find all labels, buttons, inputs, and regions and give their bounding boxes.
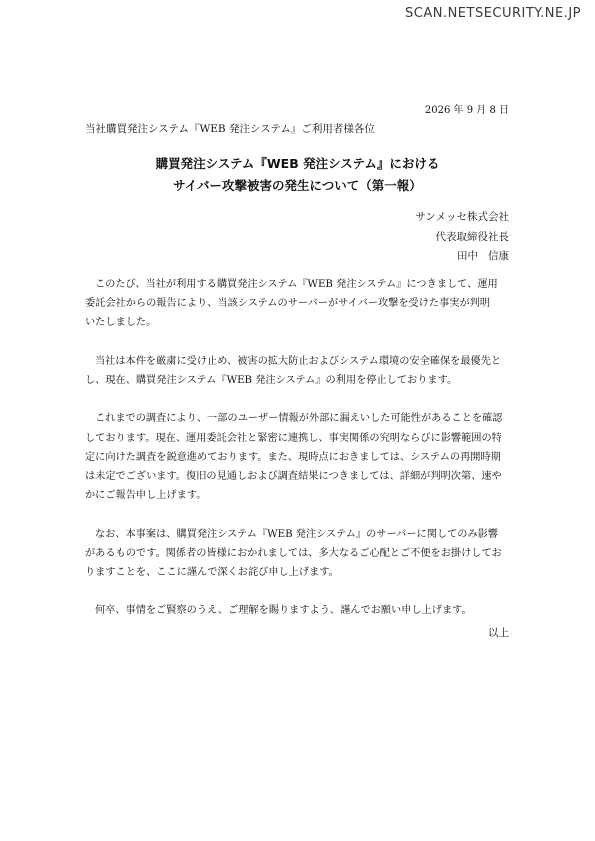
title-line-1: 購買発注システム『WEB 発注システム』における <box>155 156 440 171</box>
paragraph <box>85 409 509 505</box>
sender-company: サンメッセ株式会社 <box>415 211 509 223</box>
paragraph-line: 当社は本件を厳粛に受け止め、被害の拡大防止およびシステム環境の安全確保を最優先と <box>95 355 502 367</box>
sender-family-name: 田中 <box>457 250 478 262</box>
sender-name <box>415 247 509 267</box>
paragraph <box>85 601 509 620</box>
paragraph-line: なお、本事案は、購買発注システム『WEB 発注システム』のサーバーに関してのみ影響 <box>95 528 499 540</box>
paragraph-line: しております。現在、運用委託会社と緊密に連携し、事実関係の究明ならびに影響範囲の特 <box>85 432 502 444</box>
title-line-2: サイバー攻撃被害の発生について（第一報） <box>173 178 422 193</box>
paragraph-line: りますことを、ここに謹んで深くお詫び申し上げます。 <box>85 567 339 578</box>
paragraph-line: 委託会社からの報告により、当該システムのサーバーがサイバー攻撃を受けた事実が判明 <box>85 298 491 310</box>
sender-given-name: 信康 <box>488 250 509 262</box>
recipient-line: 当社購買発注システム『WEB 発注システム』ご利用者様各位 <box>85 123 375 135</box>
paragraph <box>85 352 509 390</box>
paragraph-line: は未定でございます。復旧の見通しおよび調査結果につきましては、詳細が判明次第、速や <box>85 471 502 482</box>
watermark-text: SCAN.NETSECURITY.NE.JP <box>404 6 581 21</box>
paragraph <box>85 275 509 333</box>
paragraph <box>85 525 509 583</box>
paragraph-line: があるものです。関係者の皆様におかれましては、多大なるご心配とご不便をお掛けしてお <box>85 547 502 559</box>
document-date: 2026 年 9 月 8 日 <box>424 105 509 116</box>
body-text <box>85 275 509 640</box>
paragraph-line: いたしました。 <box>85 317 157 329</box>
document-title <box>0 153 595 197</box>
sender-position: 代表取締役社長 <box>435 230 509 243</box>
paragraph-line: 定に向けた調査を鋭意進めております。また、現時点におきましては、システムの再開時期 <box>85 451 501 463</box>
closing-text: 以上 <box>488 627 509 639</box>
paragraph-line: し、現在、購買発注システム『WEB 発注システム』の利用を停止しております。 <box>85 375 458 386</box>
paragraph-line: 何卒、事情をご賢察のうえ、ご理解を賜りますよう、謹んでお願い申し上げます。 <box>95 605 472 617</box>
sender-block <box>415 208 509 267</box>
paragraph-line: これまでの調査により、一部のユーザー情報が外部に漏えいした可能性があることを確認 <box>95 413 503 425</box>
paragraph-line: このたび、当社が利用する購買発注システム『WEB 発注システム』につきまして、運用 <box>95 279 498 290</box>
paragraph-line: かにご報告申し上げます。 <box>85 490 207 502</box>
